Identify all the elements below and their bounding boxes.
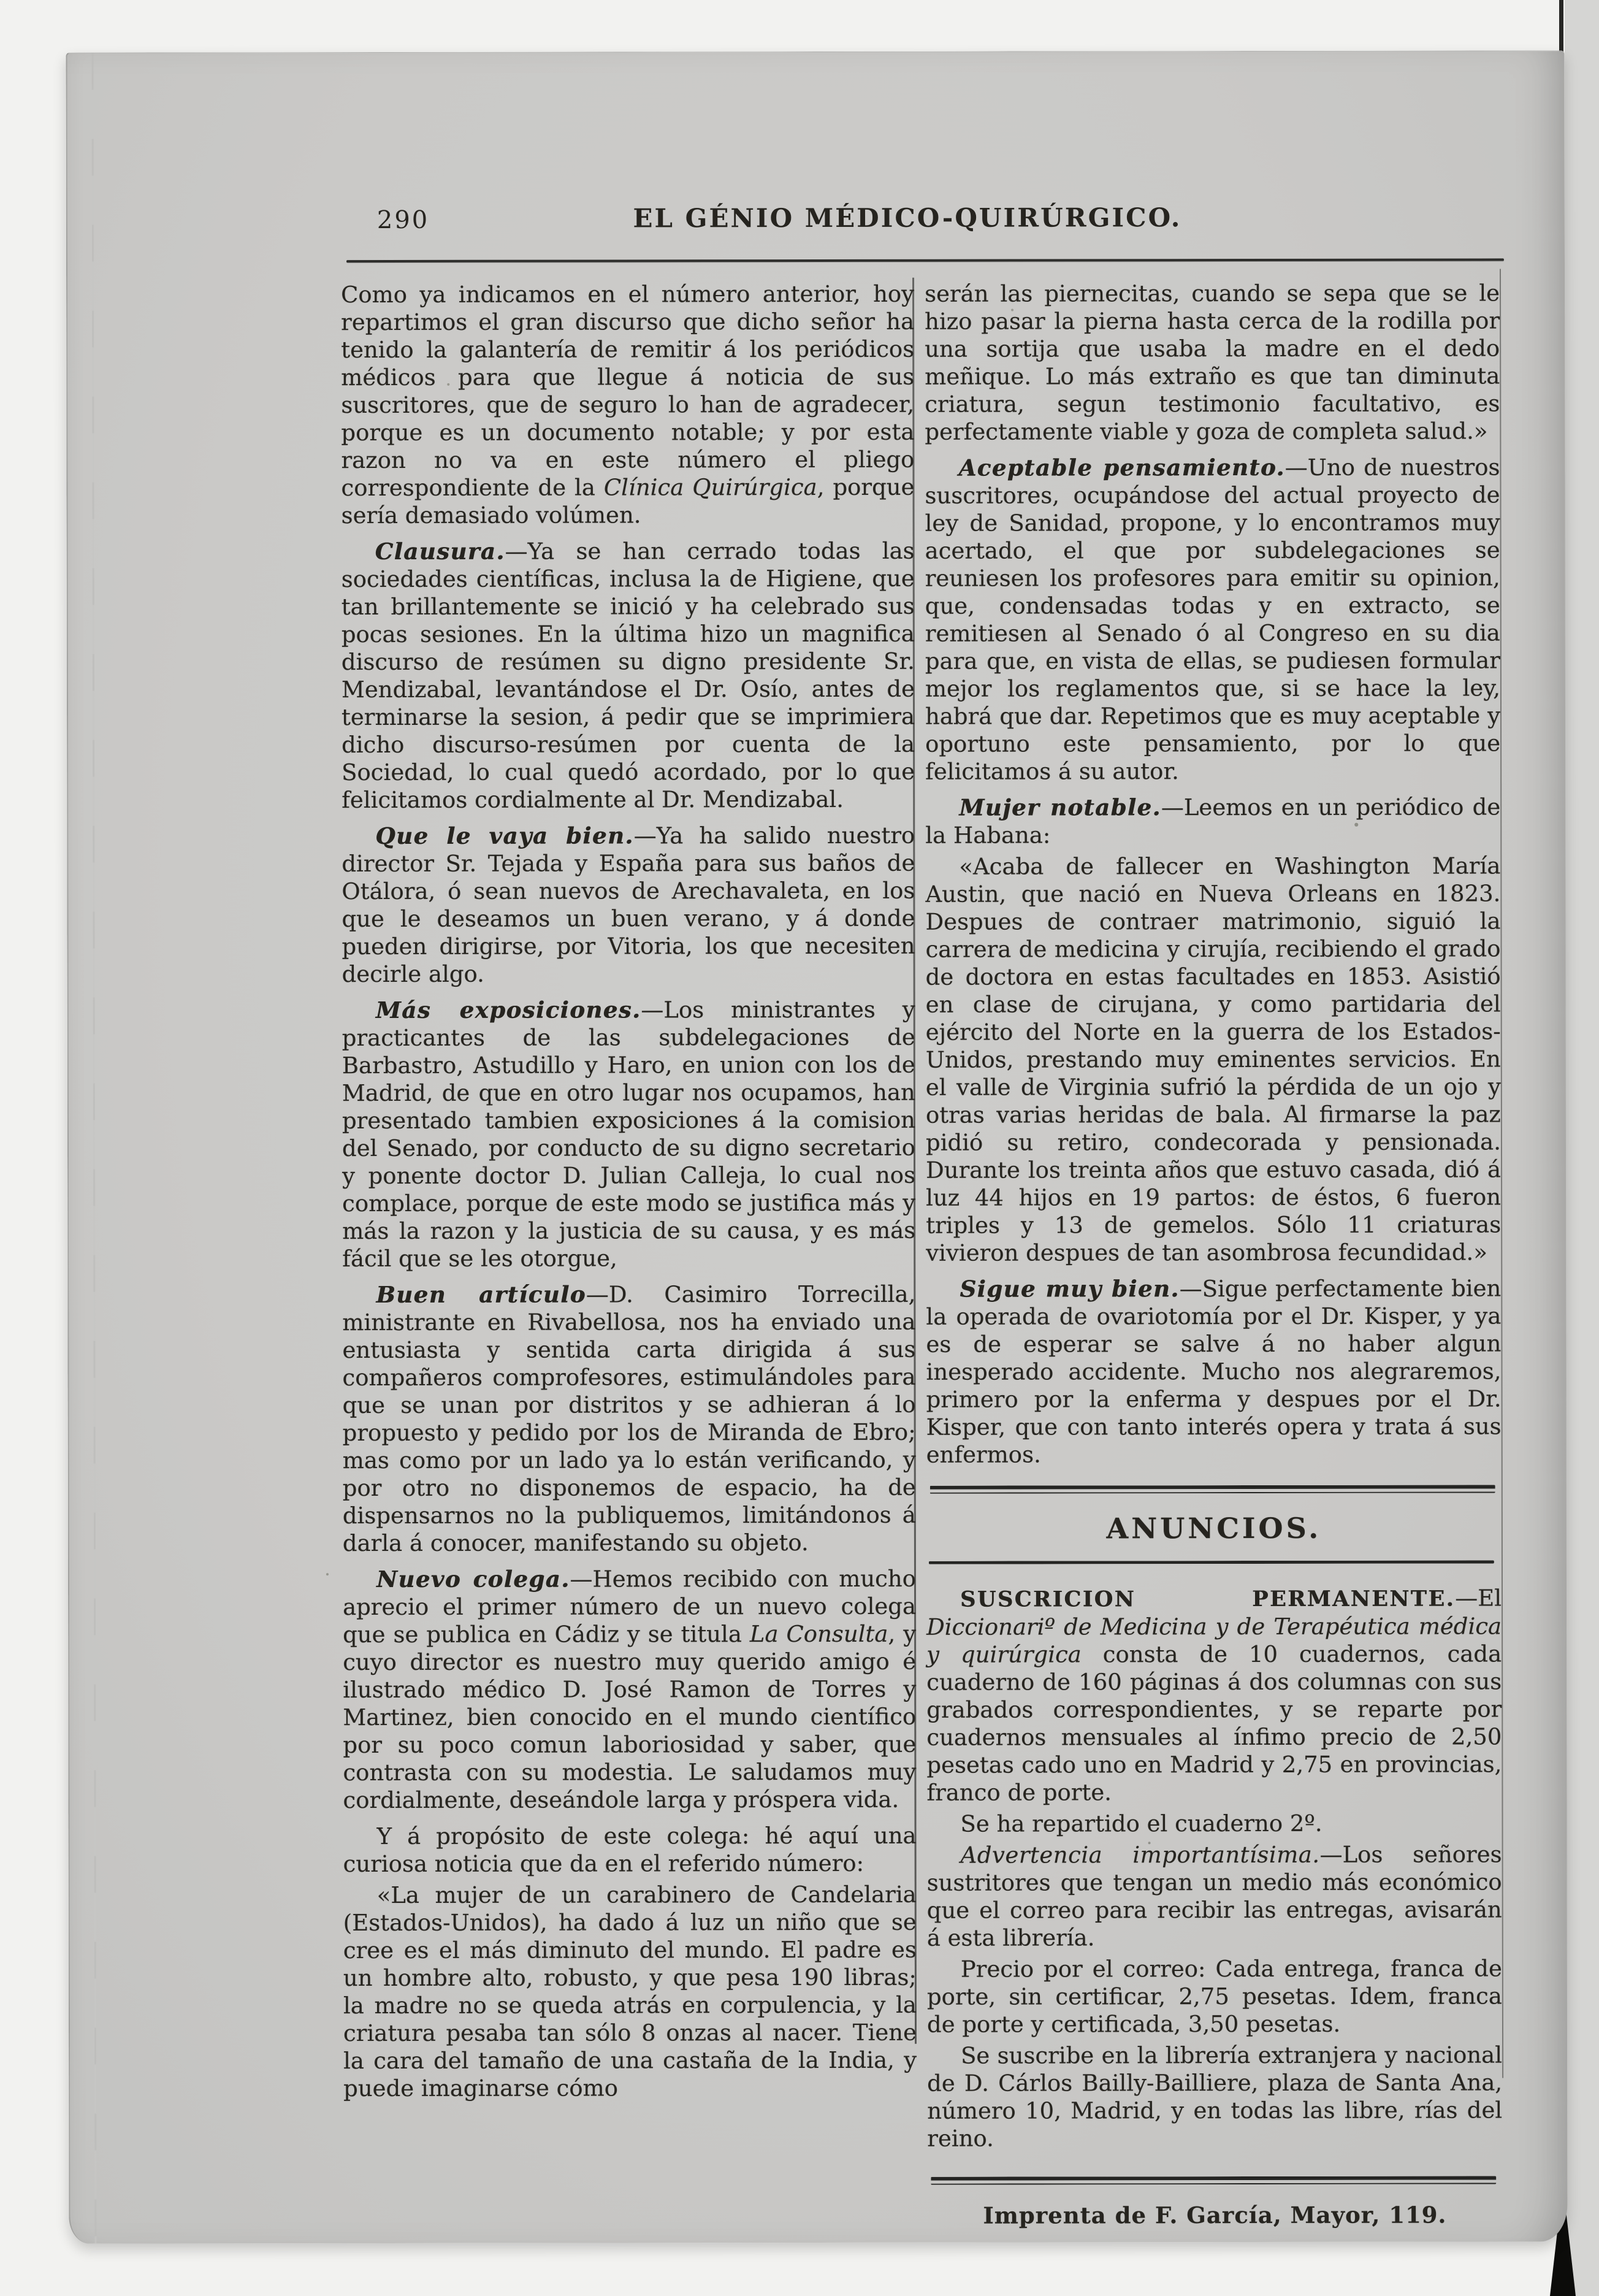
paragraph-mujer-notable [925,793,1500,849]
text-segment: —Sigue perfectamente bien la operada de ovariotomía por el Dr. Kisper, y ya es de esperar se salve á no haber algun inesperado accidente. Mucho nos alegraremos, primero por la enferma y despues por el Dr. Kisper, que con tanto interés opera y trata á sus enfermos. [926,1275,1502,1468]
text-segment: Se ha repartido el cuaderno 2º. [960,1810,1322,1837]
paragraph-clausura [342,537,915,814]
anuncios-heading: ANUNCIOS. [1106,1511,1322,1545]
paragraph-continuation [341,280,915,529]
paragraph-sigue-muy-bien [926,1274,1501,1468]
text-segment-lead: Mujer notable. [959,794,1161,821]
text-segment-ilead: Advertencia importantísima. [960,1841,1320,1869]
text-segment: Y á propósito de este colega: hé aquí una curiosa noticia que da en el referido número: [343,1822,917,1878]
text-segment: consta de 10 cuadernos, cada cuaderno de 160 páginas á dos columnas con sus grabados correspondientes, y se reparte por cuadernos mensuales al ínfimo precio de 2,50 pesetas cado uno en Madrid y 2,75 en provincias, franco de porte. [926,1640,1502,1806]
paper-specks [67,53,69,55]
scanned-page [66,50,1568,2243]
text-segment: Como ya indicamos en el número anterior, hoy repartimos el gran discurso que dicho señor ha tenido la galantería de remitir á los periódicos médicos para que llegue á noticia de sus suscritores, que de seguro lo han de agradecer, porque es un documento notable; y por esta razon no va en este número el pliego correspondiente de la [341,280,915,502]
text-segment: —Los señores sustritores que tengan un medio más económico que el correo para recibir las entregas, avisarán á esta librería. [926,1841,1502,1951]
double-rule-bottom [931,2176,1496,2184]
text-segment-lead: Nuevo colega. [376,1565,570,1593]
text-segment: , porque sería demasiado volúmen. [341,473,915,529]
text-segment-lead: Clausura. [375,537,505,565]
printer-imprint: Imprenta de F. García, Mayor, 119. [983,2201,1447,2229]
anuncio-precio-correo [927,1954,1502,2038]
paragraph-nuevo-colega [343,1565,917,1814]
text-segment: Precio por el correo: Cada entrega, franca de porte, sin certificar, 2,75 pesetas. Idem, franca de porte y certificada, 3,50 pesetas. [926,1955,1502,2038]
text-segment-lead: Sigue muy bien. [960,1275,1180,1303]
text-segment-caps: SUSCRICION PERMANENTE. [960,1586,1456,1612]
text-segment: —Hemos recibido con mucho aprecio el primer número de un nuevo colega que se publica en Cádiz y se titula [343,1565,917,1648]
text-segment: —Leemos en un periódico de la Habana: [925,794,1501,849]
text-segment-i: Clínica Quirúrgica [603,473,817,501]
right-column [925,279,1502,2229]
text-segment: —El [1455,1585,1502,1612]
paragraph-aceptable-pensamiento [925,453,1500,785]
text-segment: Se suscribe en la librería extranjera y nacional de D. Cárlos Bailly-Bailliere, plaza de Santa Ana, número 10, Madrid, y en todas las libre, rías del reino. [927,2042,1503,2152]
text-segment-i: La Consulta [749,1620,888,1648]
page-number: 290 [376,205,430,234]
paragraph-proposito [343,1822,917,1878]
text-segment-i: Diccionariº de Medicina y de Terapéutica médica y quirúrgica [926,1613,1502,1668]
left-column [341,280,917,2106]
text-segment-lead: Aceptable pensamiento. [958,453,1285,481]
anuncio-advertencia [927,1840,1502,1951]
anuncios-heading-rule [929,1560,1494,1564]
text-segment-lead: Que le vaya bien. [375,822,634,850]
anuncio-cuaderno [927,1809,1502,1837]
text-segment: —D. Casimiro Torrecilla, ministrante en Rivabellosa, nos ha enviado una entusiasta y sentida carta dirigida á sus compañeros comprofesores, estimulándoles para que se unan por distritos y se adhieran á lo propuesto y pedido por los de Miranda de Ebro; mas como por un lado ya lo están verificando, y por otro no disponemos de espacio, ha de dispensarnos no la publiquemos, limitándonos á darla á conocer, manifestando su objeto. [342,1280,916,1557]
paragraph-que-le-vaya-bien [342,822,915,988]
double-rule-top [930,1485,1495,1493]
adjacent-page-edge [1565,0,1599,2296]
paragraph-continuation [925,279,1500,445]
text-segment-lead: Más exposiciones. [375,996,641,1024]
text-segment: —Ya se han cerrado todas las sociedades científicas, inclusa la de Higiene, que tan brillantemente se inició y ha celebrado sus pocas sesiones. En la última hizo un magnifica discurso de resúmen su digno presidente Sr. Mendizabal, levantándose el Dr. Osío, antes de terminarse la sesion, á pedir que se imprimiera dicho discurso-resúmen por cuenta de la Sociedad, lo cual quedó acordado, por lo que felicitamos cordialmente al Dr. Mendizabal. [341,537,915,814]
paragraph-mas-exposiciones [342,996,916,1272]
header-rule [346,258,1504,262]
paragraph-quote-carabinero [343,1881,917,2102]
anuncio-suscripcion-libreria [927,2041,1502,2152]
text-segment-lead: Buen artículo [376,1280,586,1309]
paragraph-buen-articulo [342,1280,916,1557]
text-segment: —Uno de nuestros suscritores, ocupándose del actual proyecto de ley de Sanidad, propone, y lo encontramos muy acertado, el que por subdelegaciones se reuniesen los profesores para emitir su opinion, que, condensadas todas y en extracto, se remitiesen al Senado ó al Congreso en su dia para que, en vista de ellas, se pudiesen formular mejor los reglamentos que, si se hace la ley, habrá que dar. Repetimos que es muy aceptable y oportuno este pensamiento, por lo que felicitamos á su autor. [925,454,1501,785]
text-segment: —Los ministrantes y practicantes de las subdelegaciones de Barbastro, Astudillo y Haro, en union con los de Madrid, de que en otro lugar nos ocupamos, han presentado tambien exposiciones á la comision del Senado, por conducto de su digno secretario y ponente doctor D. Julian Calleja, lo cual nos complace, porque de este modo se justifica más y más la razon y la justicia de su causa, y es más fácil que se les otorgue, [342,996,916,1272]
text-segment: «Acaba de fallecer en Washington María Austin, que nació en Nueva Orleans en 1823. Despues de contraer matrimonio, siguió la carrera de medicina y cirujía, recibiendo el grado de doctora en estas facultades en 1853. Asistió en clase de cirujana, y como partidaria del ejército del Norte en la guerra de los Estados-Unidos, prestando muy eminentes servicios. En el valle de Virginia sufrió la pérdida de un ojo y otras varias heridas de bala. Al firmarse la paz pidió su retiro, condecorada y pensionada. Durante los treinta años que estuvo casada, dió á luz 44 hijos en 19 partos: de éstos, 6 fueron triples y 13 de gemelos. Sólo 11 criaturas vivieron despues de tan asombrosa fecundidad.» [925,852,1502,1266]
text-segment: serán las piernecitas, cuando se sepa que se le hizo pasar la pierna hasta cerca de la rodilla por una sortija que usaba la madre en el dedo meñique. Lo más extraño es que tan diminuta criatura, segun testimonio facultativo, es perfectamente viable y goza de completa salud.» [925,280,1500,445]
text-segment: —Ya ha salido nuestro director Sr. Tejada y España para sus baños de Otálora, ó sean nuevos de Arechavaleta, en los que le deseamos un buen verano, y á donde pueden dirigirse, por Vitoria, los que necesiten decirle algo. [342,822,915,988]
anuncio-suscricion-permanente [926,1584,1502,1806]
text-segment: «La mujer de un carabinero de Candelaria (Estados-Unidos), ha dado á luz un niño que se cree es el más diminuto del mundo. El padre es un hombre alto, robusto, y que pesa 190 libras; la madre no se queda atrás en corpulencia, y la criatura pesaba tan sólo 8 onzas al nacer. Tiene la cara del tamaño de una castaña de la India, y puede imaginarse cómo [343,1881,917,2102]
journal-title: EL GÉNIO MÉDICO-QUIRÚRGICO. [633,202,1182,234]
paragraph-quote-maria-austin [925,852,1501,1266]
text-segment: , y cuyo director es nuestro muy querido amigo é ilustrado médico D. José Ramon de Torres y Martinez, bien conocido en el mundo científico por su poco comun laboriosidad y saber, que contrasta con su modestia. Le saludamos muy cordialmente, deseándole larga y próspera vida. [343,1620,917,1814]
